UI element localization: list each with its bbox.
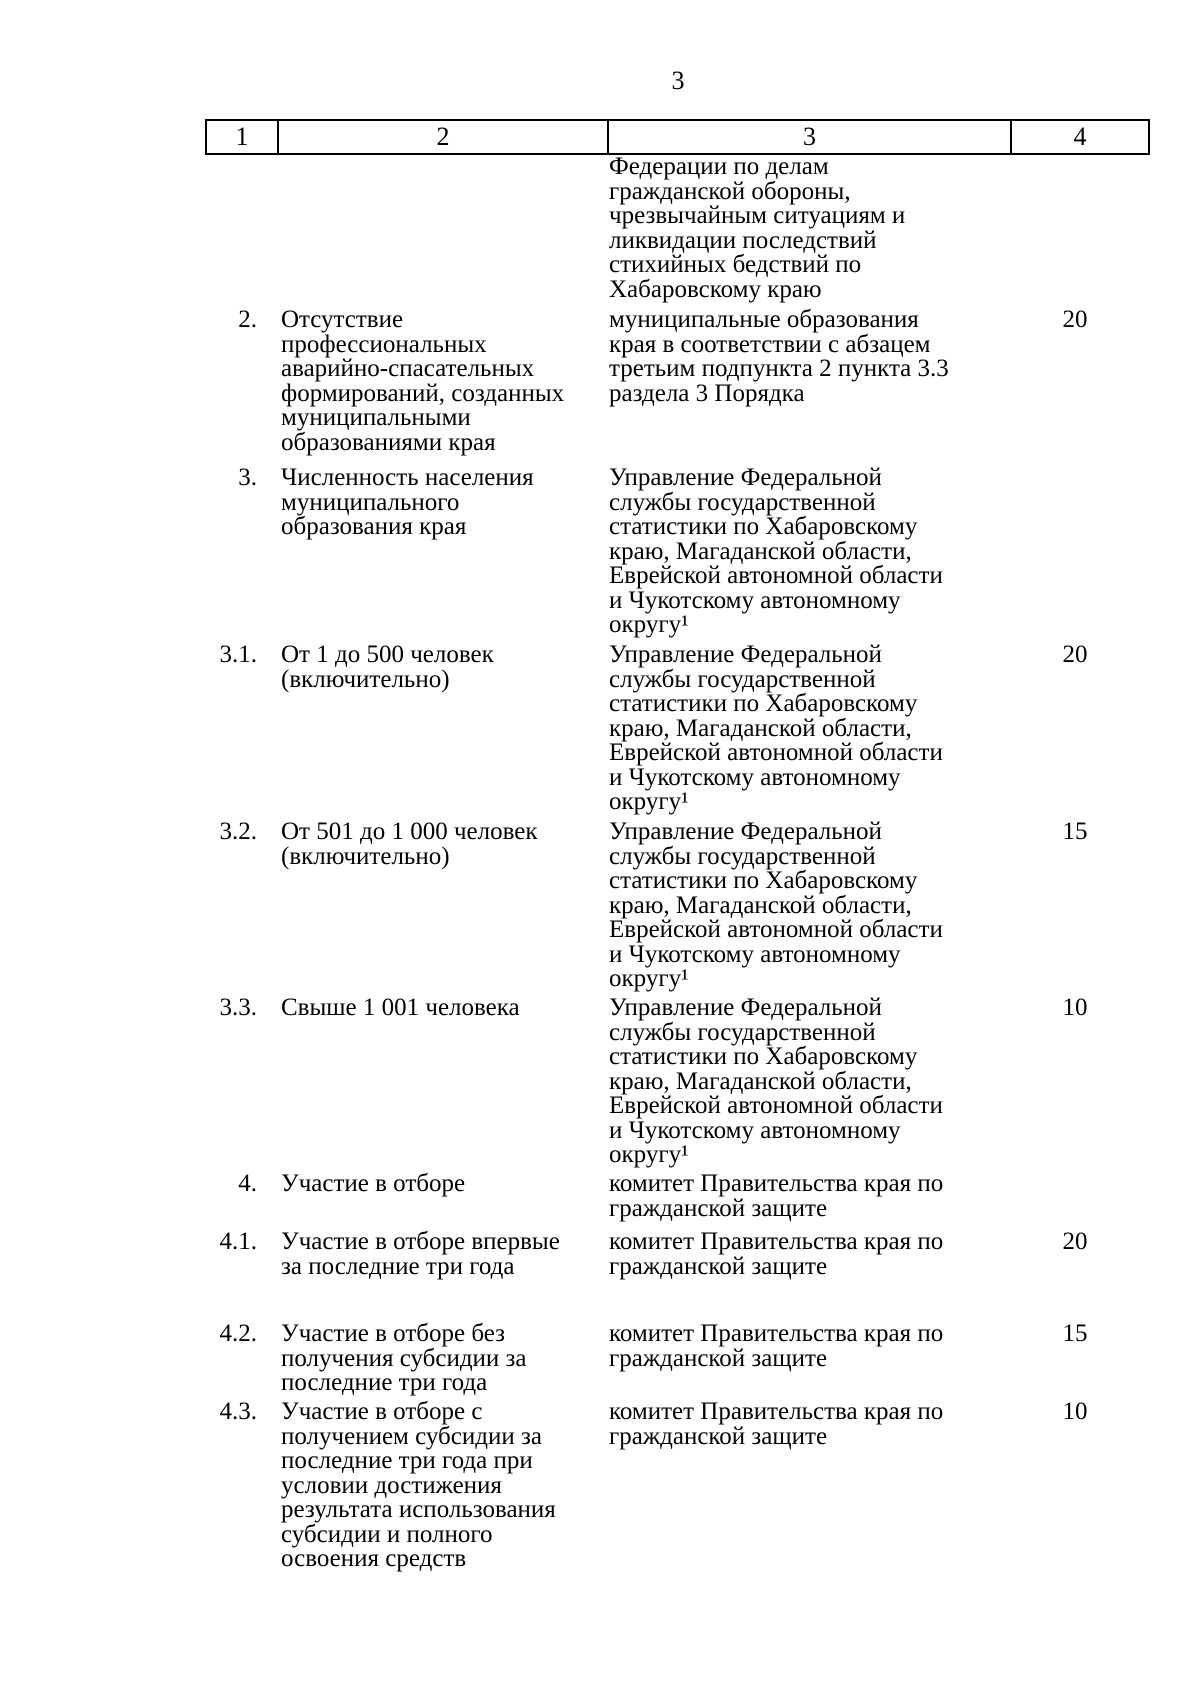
data-source-line: статистики по Хабаровскому xyxy=(609,1043,918,1070)
criterion-name xyxy=(281,1172,607,1197)
data-source-line: службы государственной xyxy=(609,1018,876,1046)
criterion-name-line: Участие в отборе xyxy=(281,1170,466,1197)
data-source-line: комитет Правительства края по xyxy=(609,1320,944,1347)
data-source-line: Управление Федеральной xyxy=(609,464,882,491)
criterion-name xyxy=(281,1400,607,1572)
data-source xyxy=(609,820,1004,992)
data-source-line: округу¹ xyxy=(609,965,689,992)
criterion-name-line: Свыше 1 001 человека xyxy=(281,994,520,1021)
criterion-name-line: за последние три года xyxy=(281,1252,515,1280)
criterion-name-line: формирований, созданных xyxy=(281,379,565,407)
row-number: 4.2. xyxy=(219,1320,257,1347)
score-value: 10 xyxy=(1062,1398,1088,1425)
score-value: 20 xyxy=(1062,1228,1088,1255)
data-source-line: Еврейской автономной области xyxy=(609,562,943,589)
data-source-line: гражданской защите xyxy=(609,1344,828,1372)
criterion-name-line: Численность населения xyxy=(281,464,534,491)
score-value: 15 xyxy=(1062,818,1088,845)
header-col-3: 3 xyxy=(609,121,1012,153)
criterion-name-line: Участие в отборе с xyxy=(281,1398,483,1425)
row-number: 3.2. xyxy=(219,818,257,845)
criterion-name-line: профессиональных xyxy=(281,330,487,358)
criterion-name-line: образования края xyxy=(281,513,467,540)
criterion-name-line: Участие в отборе впервые xyxy=(281,1228,560,1255)
data-source-line: Управление Федеральной xyxy=(609,641,882,668)
criterion-name-line: Отсутствие xyxy=(281,306,404,333)
header-col-4: 4 xyxy=(1073,122,1087,151)
data-source-line: статистики по Хабаровскому xyxy=(609,690,918,717)
criterion-name xyxy=(281,466,607,540)
criterion-name-line: результата использования xyxy=(281,1496,556,1523)
data-source-line: Хабаровскому краю xyxy=(609,275,822,303)
criterion-name-line: От 1 до 500 человек xyxy=(281,641,494,668)
row-number: 4.3. xyxy=(219,1398,257,1425)
data-source-line: комитет Правительства края по xyxy=(609,1228,944,1255)
row-number: 4.1. xyxy=(219,1228,257,1255)
criterion-name-line: последние три года xyxy=(281,1369,488,1396)
data-source-line: третьим подпункта 2 пункта 3.3 xyxy=(609,355,949,382)
criterion-name-line: получением субсидии за xyxy=(281,1422,542,1450)
criterion-name-line: От 501 до 1 000 человек xyxy=(281,818,538,845)
criterion-name-line: муниципального xyxy=(281,488,460,516)
data-source-line: округу¹ xyxy=(609,611,689,638)
criterion-name-line: образованиями края xyxy=(281,428,496,456)
data-source-line: стихийных бедствий по xyxy=(609,251,862,278)
criterion-name-line: последние три года при xyxy=(281,1447,533,1474)
criterion-name xyxy=(281,308,607,455)
data-source-line: службы государственной xyxy=(609,488,876,516)
criterion-name xyxy=(281,643,607,692)
criterion-name xyxy=(281,1322,607,1396)
criterion-name-line: (включительно) xyxy=(281,665,450,693)
data-source-line: и Чукотскому автономному xyxy=(609,1116,901,1144)
criterion-name-line: субсидии и полного xyxy=(281,1520,493,1548)
score-value: 20 xyxy=(1062,306,1088,333)
data-source xyxy=(609,466,1004,638)
data-source-line: Управление Федеральной xyxy=(609,818,882,845)
data-source-line: статистики по Хабаровскому xyxy=(609,867,918,894)
criterion-name-line: (включительно) xyxy=(281,842,450,870)
data-source-line: краю, Магаданской области, xyxy=(609,537,912,565)
data-source-line: и Чукотскому автономному xyxy=(609,586,901,614)
data-source-line: гражданской защите xyxy=(609,1194,828,1222)
criterion-name-line: освоения средств xyxy=(281,1545,467,1572)
data-source xyxy=(609,155,1004,302)
data-source xyxy=(609,643,1004,815)
data-source xyxy=(609,1322,1004,1371)
data-source-line: гражданской обороны, xyxy=(609,177,851,205)
row-number: 2. xyxy=(238,306,257,333)
data-source-line: Еврейской автономной области xyxy=(609,916,943,943)
data-source xyxy=(609,1230,1004,1279)
data-source xyxy=(609,996,1004,1168)
criterion-name-line: муниципальными xyxy=(281,404,471,431)
data-source-line: гражданской защите xyxy=(609,1252,828,1280)
criterion-name xyxy=(281,996,607,1021)
data-source-line: комитет Правительства края по xyxy=(609,1170,944,1197)
criterion-name-line: аварийно-спасательных xyxy=(281,355,535,382)
row-number: 3.1. xyxy=(219,641,257,668)
criterion-name-line: условии достижения xyxy=(281,1471,502,1499)
row-number: 4. xyxy=(238,1170,257,1197)
data-source-line: ликвидации последствий xyxy=(609,226,877,254)
data-source-line: службы государственной xyxy=(609,665,876,693)
criterion-name-line: получения субсидии за xyxy=(281,1344,527,1372)
data-source-line: муниципальные образования xyxy=(609,306,919,333)
data-source-line: службы государственной xyxy=(609,842,876,870)
data-source xyxy=(609,1400,1004,1449)
header-col-1: 1 xyxy=(207,121,279,153)
data-source-line: гражданской защите xyxy=(609,1422,828,1450)
data-source xyxy=(609,308,1004,406)
score-value: 20 xyxy=(1062,641,1088,668)
page-number: 3 xyxy=(671,66,685,95)
data-source-line: округу¹ xyxy=(609,1141,689,1168)
data-source-line: Еврейской автономной области xyxy=(609,1092,943,1119)
data-source xyxy=(609,1172,1004,1221)
data-source-line: Федерации по делам xyxy=(609,153,829,180)
data-source-line: раздела 3 Порядка xyxy=(609,379,805,407)
criterion-name-line: Участие в отборе без xyxy=(281,1320,505,1347)
data-source-line: края в соответствии с абзацем xyxy=(609,330,931,358)
data-source-line: краю, Магаданской области, xyxy=(609,1067,912,1095)
score-value: 10 xyxy=(1062,994,1088,1021)
criterion-name xyxy=(281,1230,607,1279)
data-source-line: Управление Федеральной xyxy=(609,994,882,1021)
row-number: 3. xyxy=(238,464,257,491)
row-number: 3.3. xyxy=(219,994,257,1021)
score-value: 15 xyxy=(1062,1320,1088,1347)
data-source-line: краю, Магаданской области, xyxy=(609,891,912,919)
data-source-line: округу¹ xyxy=(609,788,689,815)
data-source-line: чрезвычайным ситуациям и xyxy=(609,202,906,229)
header-col-2: 2 xyxy=(279,121,609,153)
data-source-line: и Чукотскому автономному xyxy=(609,763,901,791)
data-source-line: краю, Магаданской области, xyxy=(609,714,912,742)
data-source-line: статистики по Хабаровскому xyxy=(609,513,918,540)
criterion-name xyxy=(281,820,607,869)
data-source-line: и Чукотскому автономному xyxy=(609,940,901,968)
data-source-line: Еврейской автономной области xyxy=(609,739,943,766)
data-source-line: комитет Правительства края по xyxy=(609,1398,944,1425)
